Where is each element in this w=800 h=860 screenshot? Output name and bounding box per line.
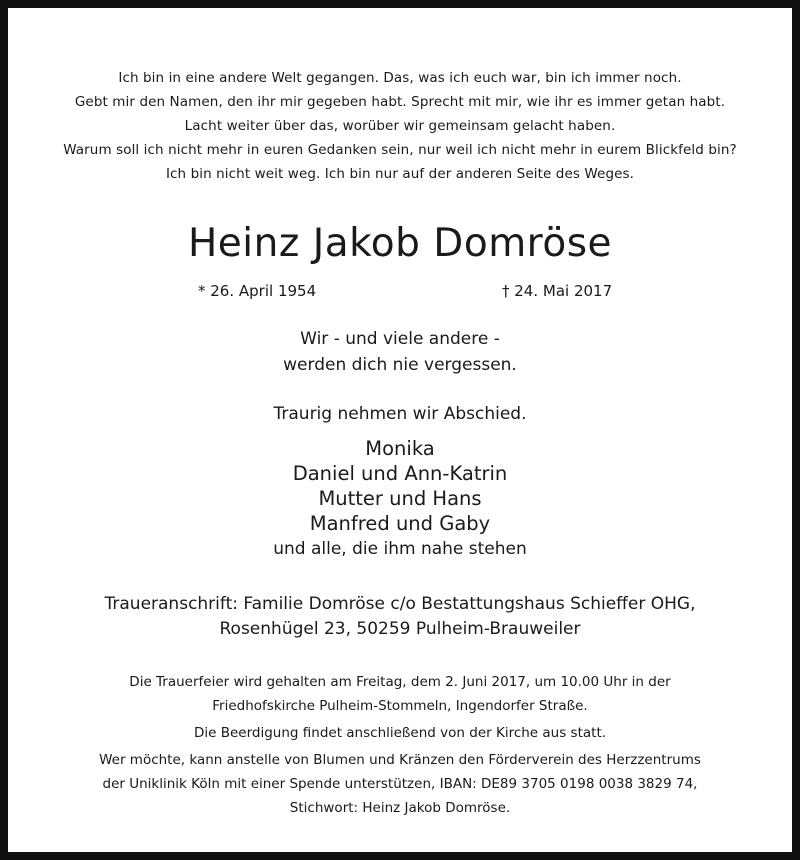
donation-line: der Uniklinik Köln mit einer Spende unterstützen, IBAN: DE89 3705 0198 0038 3829 74, bbox=[102, 776, 698, 792]
poem-line: Ich bin nicht weit weg. Ich bin nur auf der anderen Seite des Weges. bbox=[165, 166, 635, 182]
obituary-content bbox=[8, 8, 792, 852]
poem-line: Lacht weiter über das, worüber wir gemeinsam gelacht haben. bbox=[184, 118, 616, 134]
farewell-text: Traurig nehmen wir Abschied. bbox=[273, 404, 527, 424]
service-notes bbox=[8, 670, 792, 820]
mourners-list bbox=[8, 436, 792, 563]
donation-line: Stichwort: Heinz Jakob Domröse. bbox=[289, 800, 511, 816]
birth-date: * 26. April 1954 bbox=[198, 282, 317, 300]
mourner-name: Monika bbox=[365, 437, 435, 460]
poem-line: Warum soll ich nicht mehr in euren Gedanken sein, nur weil ich nicht mehr in eurem Blickfeld bin? bbox=[63, 142, 737, 158]
memory-line: Wir - und viele andere - bbox=[300, 329, 500, 349]
memory-text bbox=[8, 326, 792, 378]
mourner-name: Daniel und Ann-Katrin bbox=[292, 462, 508, 485]
donation-line: Wer möchte, kann anstelle von Blumen und Kränzen den Förderverein des Herzzentrums bbox=[99, 752, 701, 768]
poem-line: Ich bin in eine andere Welt gegangen. Das, was ich euch war, bin ich immer noch. bbox=[118, 70, 682, 86]
deceased-name: Heinz Jakob Domröse bbox=[187, 221, 613, 266]
address-line: Traueranschrift: Familie Domröse c/o Bestattungshaus Schieffer OHG, bbox=[104, 594, 696, 614]
mourner-name: Mutter und Hans bbox=[318, 487, 482, 510]
mourners-others: und alle, die ihm nahe stehen bbox=[273, 539, 527, 559]
address-line: Rosenhügel 23, 50259 Pulheim-Brauweiler bbox=[219, 619, 581, 639]
poem bbox=[8, 66, 792, 186]
poem-line: Gebt mir den Namen, den ihr mir gegeben habt. Sprecht mit mir, wie ihr es immer getan habt. bbox=[74, 94, 726, 110]
death-date: † 24. Mai 2017 bbox=[502, 282, 613, 300]
burial-line: Die Beerdigung findet anschließend von der Kirche aus statt. bbox=[193, 725, 607, 741]
memory-line: werden dich nie vergessen. bbox=[283, 355, 517, 375]
mourning-address bbox=[8, 592, 792, 642]
service-line: Friedhofskirche Pulheim-Stommeln, Ingendorfer Straße. bbox=[212, 698, 588, 714]
service-line: Die Trauerfeier wird gehalten am Freitag, dem 2. Juni 2017, um 10.00 Uhr in der bbox=[129, 674, 671, 690]
mourner-name: Manfred und Gaby bbox=[309, 512, 491, 535]
